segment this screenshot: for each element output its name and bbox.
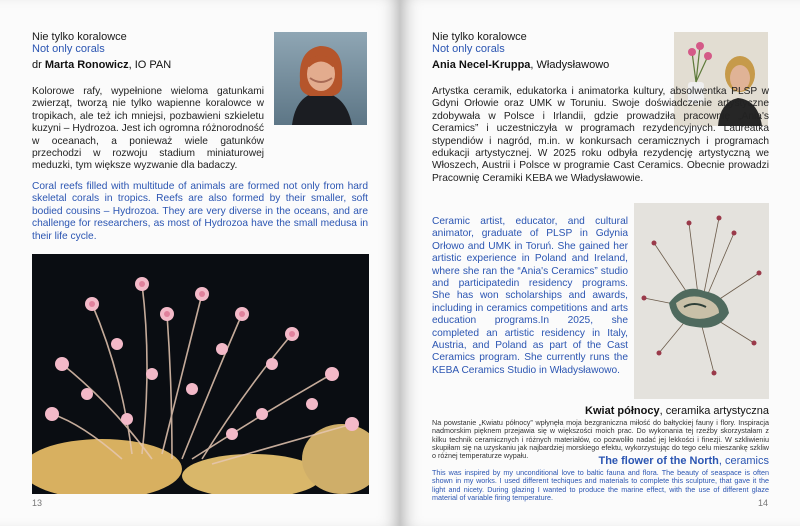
right-subtitle: Not only corals bbox=[432, 43, 505, 55]
right-author bbox=[432, 59, 609, 72]
work-title-pl-name: Kwiat północy bbox=[585, 405, 660, 417]
left-subtitle: Not only corals bbox=[32, 43, 105, 55]
left-author-name: Marta Ronowicz bbox=[44, 59, 129, 71]
diver-portrait-image bbox=[274, 32, 367, 125]
left-text-pl-a: Kolorowe rafy, wypełnione wieloma gatunkami zwierząt, tworzą nie tylko wapienne koralowce w tropikach, ale też ich mniejsi, pozbawieni szkieletu kuzyni – Hydrozoa. Jest ich ogromna różnorodność w oceanach, a ponieważ wiele gatunków przechodzi w rozwoju stadium miniaturowej meduzki, tym większe wyzwanie dla badaczy. bbox=[32, 86, 264, 172]
right-author-place: , Władysławowo bbox=[530, 59, 610, 71]
work-desc-en: This was inspired by my unconditional love to baltic fauna and flora. The beauty of seaspace is often shown in my works. I used different techiques and materials to complete this sculpture, that gave it the light and nicety. During glazing I wanted to produce the marine effect, with the use of different glaze material of variable firing temperature. bbox=[432, 468, 769, 502]
work-desc-pl: Na powstanie „Kwiatu północy” wpłynęła moja bezgraniczna miłość do bałtyckiej fauny i flory. Inspiracja nadmorskim pięknem przejawia się w większości moich prac. Do wykonania tej rzeźby skorzystałam z kilku technik ceramicznych i różnych materiałów, co pozwoliło nadać jej lekkości i finezji. W szkliwieniu skupiłam się na uzyskaniu jak najbardziej morskiego efektu, wykorzystując do tego celu mieszankę szkliw o różnej temperaturze wypału. bbox=[432, 418, 769, 461]
left-kicker: Nie tylko koralowce bbox=[32, 31, 127, 43]
right-text-en: Ceramic artist, educator, and cultural animator, graduate of PLSP in Gdynia Orłowo and UMK in Toruń. She gained her artistic experience in Poland and Ireland, where she ran the “Ania's Ceramics” studio and participatedin residency programs. She has won scholarships and awards, including in ceramics competitions and arts education programs.In 2025, she completed an artistic residency in Italy, Austria, and Poland as part of the Cast Ceramics program. She currently runs the KEBA Ceramics Studio in Władysławowo. bbox=[432, 216, 628, 376]
work-title-pl bbox=[432, 405, 769, 417]
left-author-prefix: dr bbox=[32, 59, 45, 71]
ceramic-sculpture-image bbox=[634, 203, 769, 399]
hydrozoa-image bbox=[32, 254, 369, 494]
work-title-en bbox=[432, 455, 769, 467]
work-title-en-name: The flower of the North bbox=[598, 455, 719, 467]
work-title-en-medium: , ceramics bbox=[718, 455, 769, 467]
right-author-name: Ania Necel-Kruppa bbox=[432, 59, 531, 71]
ceramic-photo bbox=[634, 203, 769, 399]
left-text-en: Coral reefs filled with multitude of animals are formed not only from hard skeletal corals in tropics. Reefs are also formed by their smaller, soft bodied cousins – Hydrozoa. They are very diverse in the oceans, and are challenge for researchers, as most of Hydrozoa have the small medusa in their life cycle. bbox=[32, 181, 368, 242]
left-page-number: 13 bbox=[32, 498, 43, 508]
left-author-photo bbox=[274, 32, 367, 125]
right-page bbox=[400, 0, 800, 526]
right-text-pl: Artystka ceramik, edukatorka i animatorka kultury, absolwentka PLSP w Gdyni Orłowie oraz UMK w Toruniu. Swoje doświadczenie artystyczne zdobywała w Polsce i Irlandii, gdzie prowadziła pracownię „Ania's Ceramics” i uczestniczyła w programach rezydencyjnych. Laureatka stypendiów i nagród, m.in. w konkursach ceramicznych i programach edukacji artystycznej. W 2025 roku odbyła rezydencję artystyczną we Włoszech, Austrii i Polsce w programie Cast Ceramics. Obecnie prowadzi Pracownię Ceramiki KEBA we Władysławowie. bbox=[432, 86, 769, 184]
hydrozoa-photo bbox=[32, 254, 369, 494]
right-page-number: 14 bbox=[758, 498, 769, 508]
right-kicker: Nie tylko koralowce bbox=[432, 31, 527, 43]
left-author bbox=[32, 59, 171, 72]
left-author-affil: , IO PAN bbox=[128, 59, 172, 71]
work-title-pl-medium: , ceramika artystyczna bbox=[659, 405, 769, 417]
